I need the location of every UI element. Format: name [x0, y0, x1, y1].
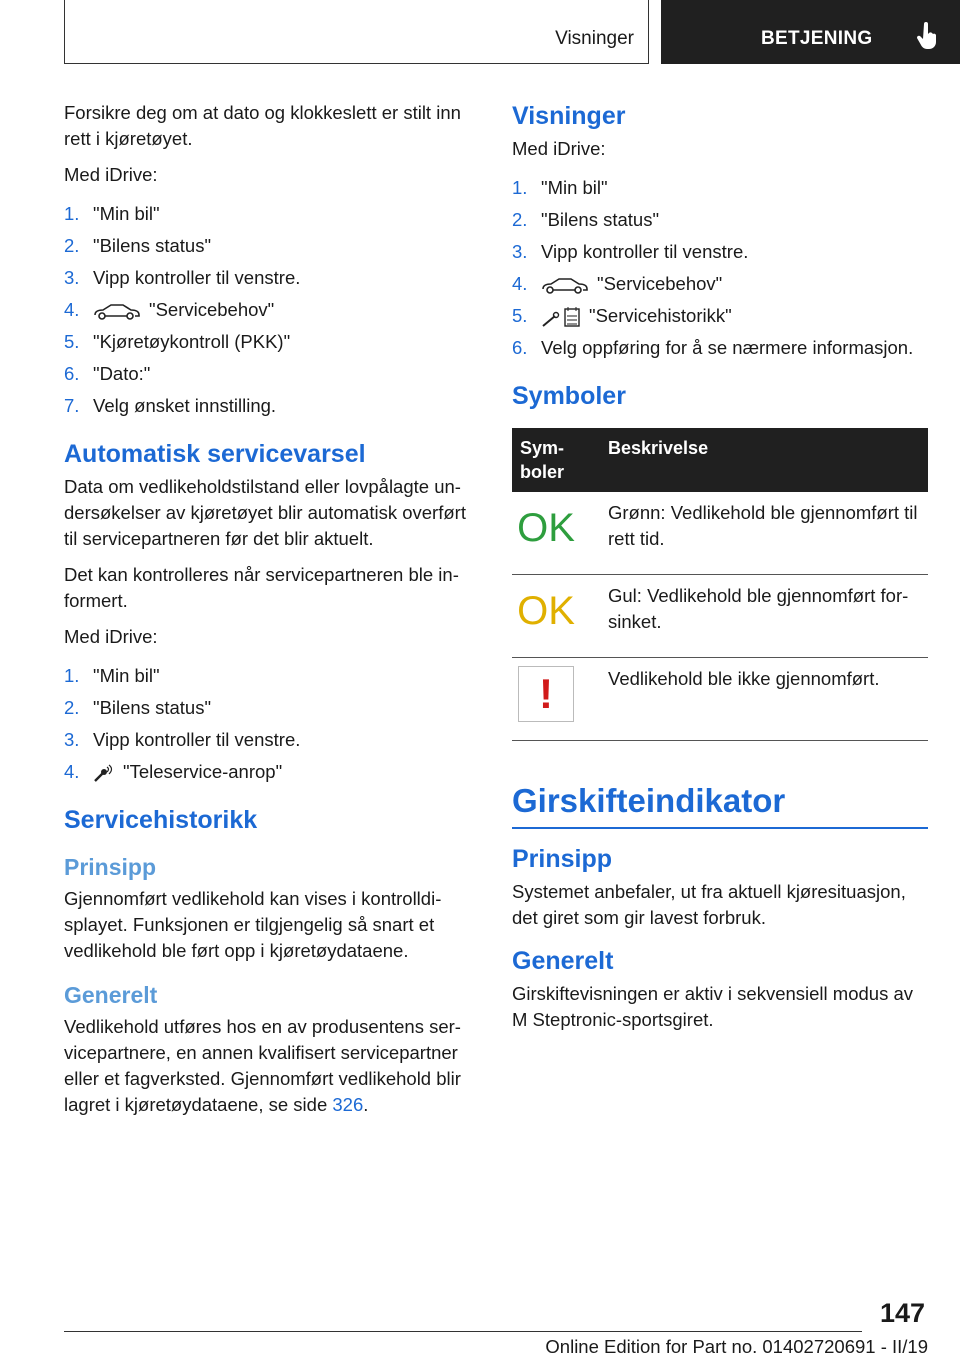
general-paragraph: Girskiftevisningen er aktiv i sekvensiell modus av M Steptronic-sportsgiret.: [512, 983, 913, 1030]
list-item: 1. "Min bil": [64, 203, 160, 224]
table-cell-description: Vedlikehold ble ikke gjennomført.: [600, 658, 928, 741]
page-link[interactable]: 326: [332, 1094, 364, 1115]
footer-divider: [64, 1331, 862, 1332]
table-header-description: Beskrivelse: [600, 428, 928, 492]
service-history-icon: [541, 306, 581, 328]
list-item: 2. "Bilens status": [64, 697, 212, 718]
header-section-box: [64, 0, 649, 64]
heading-general: Generelt: [512, 947, 614, 975]
general-paragraph: Vedlikehold utføres hos en av produsentens servicepartnere, en annen kvalifisert servicepartner eller et fagverksted. Gjennomført vedlikehold blir lagret i kjøretøydataene, se side 326.: [64, 1016, 461, 1115]
header-chapter-title: BETJENING: [761, 28, 873, 49]
list-item: 2. "Bilens status": [512, 209, 660, 230]
table-header-row: [512, 428, 928, 492]
table-cell-description: Gul: Vedlikehold ble gjennomført forsinket.: [600, 575, 928, 658]
page-number: 147: [880, 1298, 926, 1328]
idrive-label: Med iDrive:: [512, 138, 606, 159]
list-item: 1. "Min bil": [64, 665, 160, 686]
table-row: [512, 575, 928, 658]
list-item: 4. "Servicebehov": [64, 299, 275, 320]
steps-list-2: [64, 660, 478, 788]
heading-service-history: Servicehistorikk: [64, 806, 258, 834]
car-icon: [541, 276, 589, 294]
auto-paragraph-2: Det kan kontrolleres når servicepartneren ble informert.: [64, 564, 459, 611]
auto-paragraph-1: Data om vedlikeholdstilstand eller lovpålagte undersøkelser av kjøretøyet blir automatisk overført til servicepartneren før det blir aktuelt.: [64, 476, 466, 549]
table-cell-description: Grønn: Vedlikehold ble gjennomført til rett tid.: [600, 492, 928, 575]
exclamation-red-icon: !: [518, 666, 574, 722]
steps-list-3: [512, 172, 928, 364]
symbols-table: [512, 428, 928, 741]
footer-edition: Online Edition for Part no. 01402720691 - II/19: [545, 1336, 928, 1357]
left-column: [64, 100, 478, 1128]
principle-paragraph: Systemet anbefaler, ut fra aktuell kjøresituasjon, det giret som gir lavest forbruk.: [512, 881, 906, 928]
right-column: [512, 100, 928, 1043]
list-item: 3. Vipp kontroller til venstre.: [512, 241, 749, 262]
list-item: 3. Vipp kontroller til venstre.: [64, 267, 301, 288]
steps-list-1: [64, 198, 478, 422]
list-item: 6. Velg oppføring for å se nærmere informasjon.: [512, 337, 914, 358]
list-item: 4. "Teleservice-anrop": [64, 761, 283, 782]
header-section-title: Visninger: [555, 28, 634, 49]
ok-yellow-icon: OK: [517, 589, 575, 633]
pointing-hand-icon: [916, 22, 940, 50]
car-icon: [93, 302, 141, 320]
header-chapter-box: [661, 0, 960, 64]
list-item: 1. "Min bil": [512, 177, 608, 198]
heading-gearshift-block: [512, 779, 928, 829]
intro-text: Forsikre deg om at dato og klokkeslett er stilt inn rett i kjøretøyet.: [64, 102, 461, 149]
list-item: 3. Vipp kontroller til venstre.: [64, 729, 301, 750]
idrive-label: Med iDrive:: [64, 626, 158, 647]
heading-gearshift-indicator: Girskifteindikator: [512, 782, 786, 819]
list-item: 6. "Dato:": [64, 363, 151, 384]
heading-views: Visninger: [512, 102, 626, 130]
list-item: 5. "Servicehistorikk": [512, 300, 928, 332]
list-item: 5. "Kjøretøykontroll (PKK)": [64, 331, 291, 352]
principle-paragraph: Gjennomført vedlikehold kan vises i kontrolldisplayet. Funksjonen er tilgjengelig så snart et vedlikehold ble ført opp i kjøretøydataene.: [64, 888, 442, 961]
heading-principle: Prinsipp: [512, 845, 613, 873]
heading-principle: Prinsipp: [64, 854, 157, 880]
wrench-signal-icon: [93, 763, 115, 783]
table-header-symbols: Symboler: [512, 428, 600, 492]
heading-symbols: Symboler: [512, 382, 626, 410]
list-item: 2. "Bilens status": [64, 235, 212, 256]
table-row: [512, 492, 928, 575]
heading-automatic-service: Automatisk servicevarsel: [64, 440, 366, 468]
table-row: [512, 658, 928, 741]
list-item: 7. Velg ønsket innstilling.: [64, 395, 277, 416]
ok-green-icon: OK: [517, 506, 575, 550]
idrive-label: Med iDrive:: [64, 164, 158, 185]
list-item: 4. "Servicebehov": [512, 273, 723, 294]
heading-general: Generelt: [64, 982, 158, 1008]
